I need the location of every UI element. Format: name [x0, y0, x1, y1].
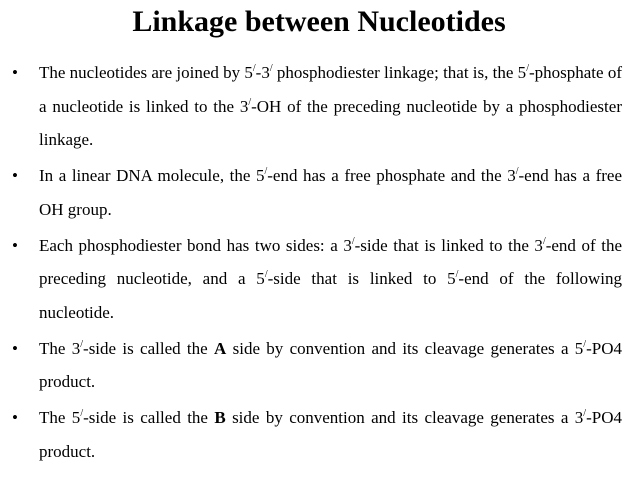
- bullet-text: -end of the preceding nucleotide, and a 5: [39, 235, 623, 288]
- bullet-icon: •: [12, 166, 18, 185]
- prime-mark: /: [583, 408, 587, 419]
- bullet-item: [12, 332, 622, 399]
- bullet-text: -3: [255, 63, 270, 82]
- bullet-text: -end of the following nucleotide.: [39, 269, 623, 322]
- bullet-icon: •: [12, 63, 18, 82]
- prime-mark: /: [80, 408, 84, 419]
- side-label-bold: B: [214, 408, 226, 427]
- slide-title: Linkage between Nucleotides: [132, 5, 506, 38]
- bullet-icon: •: [12, 408, 18, 427]
- bullet-text: -end has a free OH group.: [39, 166, 622, 219]
- bullet-icon: •: [12, 235, 18, 255]
- bullet-text: phosphodiester linkage; that is, the 5: [272, 63, 527, 82]
- bullet-text: Each phosphodiester bond has two sides: a 3: [39, 235, 352, 255]
- bullet-text: -side is called the: [83, 338, 215, 358]
- bullet-text: side by convention and its cleavage generates a 3: [225, 408, 584, 427]
- bullet-text: -side is called the: [83, 408, 215, 427]
- bullet-text: -PO4 product.: [39, 408, 622, 461]
- bullet-text: The 3: [39, 338, 81, 358]
- prime-mark: /: [264, 166, 268, 177]
- bullet-icon: •: [12, 338, 18, 358]
- bullet-text: -end has a free phosphate and the 3: [267, 166, 516, 185]
- prime-mark: /: [455, 269, 459, 280]
- prime-mark: /: [264, 269, 268, 280]
- bullet-text: -PO4 product.: [39, 338, 622, 391]
- side-label-bold: A: [214, 338, 227, 358]
- prime-mark: /: [515, 166, 519, 177]
- bullet-item: [12, 159, 622, 226]
- prime-mark: /: [248, 96, 252, 108]
- bullet-text: -side that is linked to the 3: [354, 235, 543, 255]
- bullet-text: -OH of the preceding nucleotide by a phosphodiester linkage.: [39, 96, 622, 149]
- bullet-item: [12, 401, 622, 468]
- prime-mark: /: [80, 338, 84, 350]
- prime-mark: /: [252, 63, 256, 74]
- prime-mark: /: [526, 63, 529, 74]
- bullet-text: -side that is linked to 5: [267, 269, 456, 288]
- bullet-text: The 5: [39, 408, 81, 427]
- bullet-text: The nucleotides are joined by 5: [39, 63, 253, 82]
- bullet-text: -phosphate of a nucleotide is linked to the 3: [39, 63, 622, 116]
- prime-mark: /: [269, 63, 273, 74]
- prime-mark: /: [351, 235, 355, 247]
- bullet-text: side by convention and its cleavage generates a 5: [226, 338, 584, 358]
- bullet-list: [12, 56, 622, 471]
- bullet-text: In a linear DNA molecule, the 5: [39, 166, 265, 185]
- bullet-item: [12, 56, 622, 157]
- bullet-item: [12, 229, 622, 330]
- prime-mark: /: [542, 235, 546, 247]
- prime-mark: /: [583, 338, 587, 350]
